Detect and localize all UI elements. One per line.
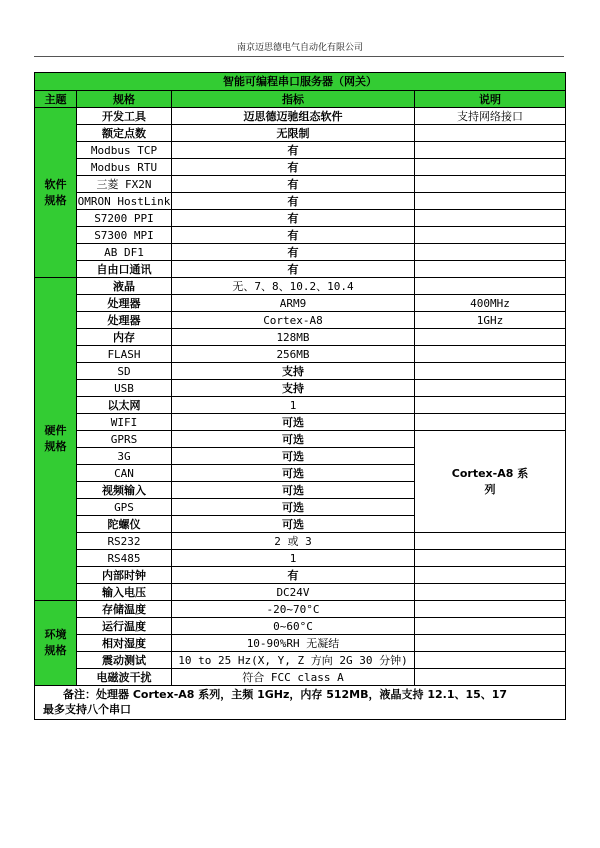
table-row	[35, 142, 566, 159]
note-cell	[415, 363, 566, 380]
spec-cell: 额定点数	[77, 125, 172, 142]
remark-row	[35, 686, 566, 720]
spec-cell: 运行温度	[77, 618, 172, 635]
category-label: 规格	[44, 440, 67, 453]
spec-cell: OMRON HostLink	[77, 194, 171, 208]
note-cell	[415, 567, 566, 584]
note-cell	[415, 618, 566, 635]
spec-table	[34, 72, 566, 720]
table-row	[35, 380, 566, 397]
note-cell	[415, 635, 566, 652]
note-cell	[415, 346, 566, 363]
value-cell: 10-90%RH 无凝结	[172, 635, 415, 652]
spec-cell: 3G	[77, 448, 172, 465]
note-cell	[415, 142, 566, 159]
spec-cell: 内存	[77, 329, 172, 346]
note-cell	[415, 414, 566, 431]
spec-cell: WIFI	[77, 414, 172, 431]
column-header: 主题	[35, 91, 77, 108]
spec-cell: SD	[77, 363, 172, 380]
spec-cell: 开发工具	[77, 108, 172, 125]
spec-cell: GPRS	[77, 431, 172, 448]
table-row	[35, 669, 566, 686]
merged-note-line: Cortex-A8 系	[451, 466, 529, 480]
table-row	[35, 176, 566, 193]
category-label: 硬件	[44, 424, 67, 437]
column-header: 指标	[172, 91, 415, 108]
note-cell	[415, 397, 566, 414]
table-row	[35, 414, 566, 431]
note-cell	[415, 176, 566, 193]
note-cell: 400MHz	[415, 295, 566, 312]
spec-cell: RS232	[77, 533, 172, 550]
value-cell: 128MB	[172, 329, 415, 346]
remark-cell	[35, 686, 566, 720]
table-row	[35, 567, 566, 584]
spec-cell: USB	[77, 380, 172, 397]
spec-cell: Modbus TCP	[77, 142, 172, 159]
spec-cell: 以太网	[77, 397, 172, 414]
table-row	[35, 533, 566, 550]
category-label: 环境	[44, 628, 67, 641]
table-row	[35, 618, 566, 635]
value-cell: 无、7、8、10.2、10.4	[172, 278, 415, 295]
merged-note-line: 列	[484, 482, 496, 496]
table-title: 智能可编程串口服务器（网关）	[35, 73, 566, 91]
spec-cell: S7200 PPI	[77, 210, 172, 227]
spec-cell: RS485	[77, 550, 172, 567]
spec-cell: S7300 MPI	[77, 227, 172, 244]
value-cell: 1	[172, 397, 415, 414]
table-row	[35, 227, 566, 244]
spec-cell: 相对湿度	[77, 635, 172, 652]
table-row	[35, 125, 566, 142]
spec-cell: Modbus RTU	[77, 159, 172, 176]
note-cell	[415, 329, 566, 346]
value-cell: 1	[172, 550, 415, 567]
merged-note-cell	[415, 431, 566, 533]
spec-cell: GPS	[77, 499, 172, 516]
value-cell: 有	[172, 159, 415, 176]
table-row	[35, 193, 566, 210]
table-row	[35, 601, 566, 618]
spec-cell: 内部时钟	[77, 567, 172, 584]
value-cell: 可选	[172, 499, 415, 516]
environment-category-cell	[35, 601, 77, 686]
table-row	[35, 550, 566, 567]
note-cell	[415, 669, 566, 686]
value-cell: 有	[172, 567, 415, 584]
table-row	[35, 312, 566, 329]
note-cell	[415, 550, 566, 567]
company-header: 南京迈思德电气自动化有限公司	[236, 43, 363, 53]
column-header: 规格	[77, 91, 172, 108]
note-cell	[415, 244, 566, 261]
value-cell: 可选	[172, 431, 415, 448]
table-row	[35, 652, 566, 669]
category-label: 规格	[44, 644, 67, 657]
table-row	[35, 244, 566, 261]
value-cell: 支持	[172, 363, 415, 380]
value-cell: DC24V	[172, 584, 415, 601]
table-row	[35, 329, 566, 346]
note-cell	[415, 652, 566, 669]
value-cell: Cortex-A8	[172, 312, 415, 329]
value-cell: 可选	[172, 465, 415, 482]
spec-cell: FLASH	[77, 346, 172, 363]
table-row	[35, 210, 566, 227]
note-cell	[415, 261, 566, 278]
note-cell	[415, 193, 566, 210]
value-cell: 0~60°C	[172, 618, 415, 635]
table-row	[35, 584, 566, 601]
value-cell: -20~70°C	[172, 601, 415, 618]
remark-line: 最多支持八个串口	[43, 703, 131, 716]
column-header: 说明	[415, 91, 566, 108]
note-cell: 支持网络接口	[415, 108, 566, 125]
note-cell	[415, 533, 566, 550]
table-row	[35, 363, 566, 380]
spec-cell: 三菱 FX2N	[77, 176, 172, 193]
hardware-category-cell	[35, 278, 77, 601]
spec-cell: 电磁波干扰	[77, 669, 172, 686]
note-cell	[415, 278, 566, 295]
spec-cell: 视频输入	[77, 482, 172, 499]
remark-line: 备注：处理器 Cortex-A8 系列，主频 1GHz，内存 512MB，液晶支持 12.1、15、17	[63, 688, 508, 701]
note-cell	[415, 380, 566, 397]
value-cell: 可选	[172, 448, 415, 465]
value-cell: 无限制	[172, 125, 415, 142]
value-cell: 有	[172, 142, 415, 159]
spec-cell: 自由口通讯	[77, 261, 172, 278]
table-row	[35, 635, 566, 652]
note-cell	[415, 601, 566, 618]
table-row	[35, 278, 566, 295]
table-row	[35, 346, 566, 363]
value-cell: 迈思德迈驰组态软件	[172, 108, 415, 125]
table-row	[35, 108, 566, 125]
value-cell: 符合 FCC class A	[172, 669, 415, 686]
value-cell: ARM9	[172, 295, 415, 312]
header-divider	[34, 56, 564, 57]
table-row	[35, 295, 566, 312]
spec-cell: 存储温度	[77, 601, 172, 618]
note-cell	[415, 159, 566, 176]
table-row	[35, 261, 566, 278]
value-cell: 可选	[172, 516, 415, 533]
note-cell	[415, 125, 566, 142]
note-cell: 1GHz	[415, 312, 566, 329]
value-cell: 256MB	[172, 346, 415, 363]
note-cell	[415, 210, 566, 227]
value-cell: 2 或 3	[172, 533, 415, 550]
value-cell: 有	[172, 261, 415, 278]
table-row	[35, 431, 566, 448]
spec-cell: 处理器	[77, 312, 172, 329]
value-cell: 有	[172, 210, 415, 227]
value-cell: 可选	[172, 414, 415, 431]
value-cell: 10 to 25 Hz(X, Y, Z 方向 2G 30 分钟)	[172, 652, 415, 669]
spec-cell: AB DF1	[77, 244, 172, 261]
value-cell: 有	[172, 193, 415, 210]
category-label: 软件	[44, 177, 67, 191]
note-cell	[415, 584, 566, 601]
spec-cell: 液晶	[77, 278, 172, 295]
value-cell: 有	[172, 176, 415, 193]
spec-cell: CAN	[77, 465, 172, 482]
spec-cell: 输入电压	[77, 584, 172, 601]
spec-cell: 震动测试	[77, 652, 172, 669]
value-cell: 有	[172, 227, 415, 244]
value-cell: 有	[172, 244, 415, 261]
note-cell	[415, 227, 566, 244]
spec-cell: 陀螺仪	[77, 516, 172, 533]
table-row	[35, 397, 566, 414]
software-category-cell	[35, 108, 77, 278]
table-row	[35, 159, 566, 176]
category-label: 规格	[44, 193, 67, 207]
value-cell: 可选	[172, 482, 415, 499]
value-cell: 支持	[172, 380, 415, 397]
spec-cell: 处理器	[77, 295, 172, 312]
